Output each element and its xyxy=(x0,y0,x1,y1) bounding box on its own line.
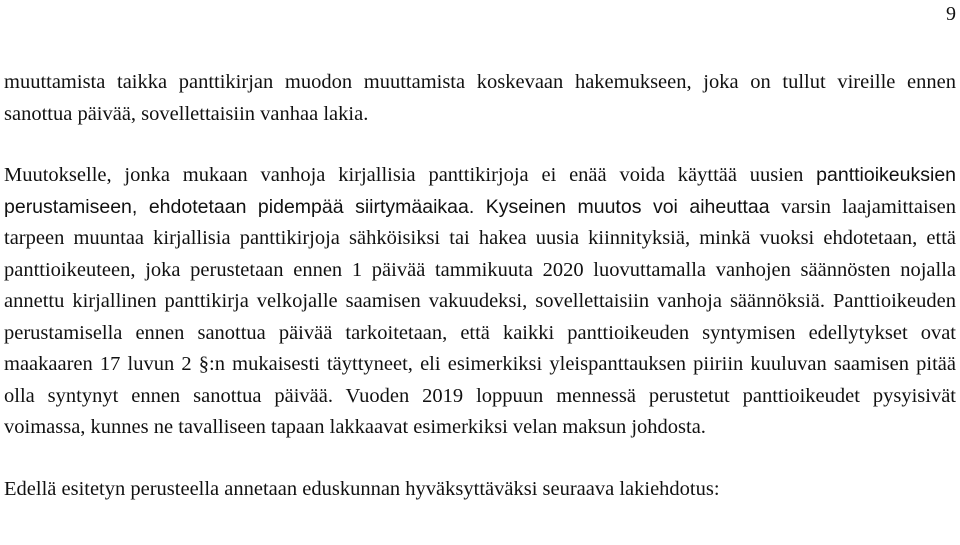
paragraph-transition-old-law: muuttamista taikka panttikirjan muodon muuttamista koskevaan hakemukseen, joka on tullut vireille ennen sanottua päivää, sovellettaisiin vanhaa lakia. xyxy=(4,71,956,125)
paragraph-gap xyxy=(4,444,956,474)
paragraph-proposal-intro: Edellä esitetyn perusteella annetaan eduskunnan hyväksyttäväksi seuraava lakiehdotus: xyxy=(4,477,720,500)
document-body xyxy=(4,67,956,505)
paragraph-text-segment: Muutokselle, jonka mukaan vanhoja kirjallisia panttikirjoja ei enää voida käyttää uusien xyxy=(4,164,804,186)
paragraph-transition-period xyxy=(4,160,956,444)
page-number: 9 xyxy=(946,3,956,25)
paragraph-text-segment: Panttioikeuden perustamisella ennen sanottua päivää tarkoitetaan, että kaikki panttioikeuden syntymisen edellytykset ovat maakaaren 17 luvun 2 §:n mukaisesti täyttyneet, eli esimerkiksi yleispanttauksen piiriin kuuluvan saamisen pitää olla syntynyt ennen sanottua päivää. Vuoden 2019 loppuun mennessä perustetut panttioikeudet pysyisivät voimassa, kunnes ne tavalliseen tapaan lakkaavat esimerkiksi velan maksun johdosta. xyxy=(4,290,956,438)
paragraph-gap xyxy=(4,130,956,160)
paragraph-text-segment-sans: panttioikeuksien perustamiseen, ehdotetaan pidempää siirtymäaikaa. Kyseinen muutos voi aiheuttaa xyxy=(4,164,957,218)
paragraph-text-segment: varsin laajamittaisen tarpeen muuntaa kirjallisia panttikirjoja sähköisiksi tai hakea uusia kiinnityksiä, minkä vuoksi ehdotetaan, että panttioikeuteen, joka perustetaan ennen 1 päivää tammikuuta 2020 luovuttamalla vanhojen säännösten nojalla annettu kirjallinen panttikirja velkojalle saamisen vakuudeksi, sovellettaisiin vanhoja säännöksiä. xyxy=(4,195,956,312)
